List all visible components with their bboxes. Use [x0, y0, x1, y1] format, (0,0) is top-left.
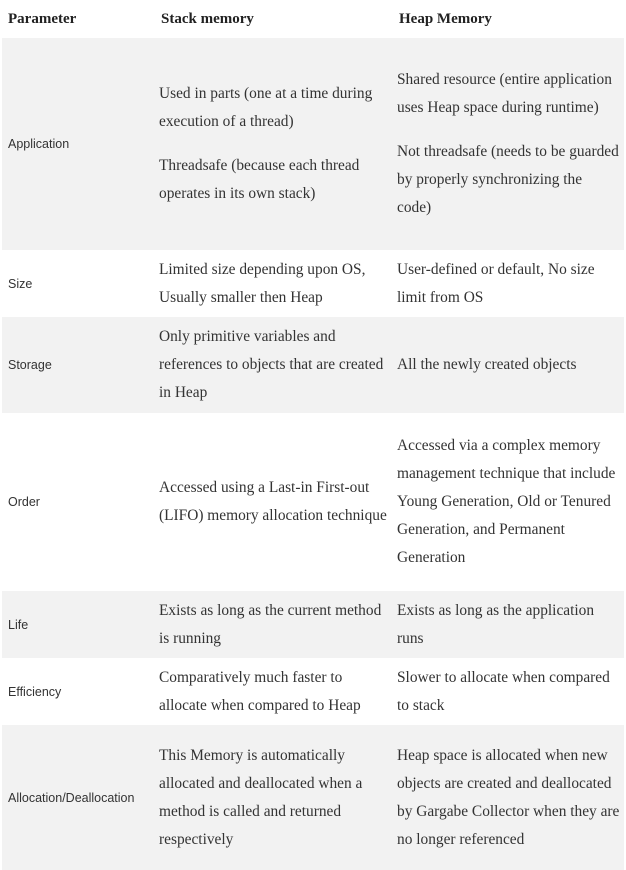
stack-cell: [155, 38, 393, 250]
heap-text: Exists as long as the application runs: [397, 601, 595, 647]
heap-text: Shared resource (entire application uses Heap space during runtime): [397, 71, 612, 116]
stack-text: Exists as long as the current method is running: [159, 601, 382, 647]
param-cell: Allocation/Deallocation: [2, 725, 155, 870]
header-stack-memory: Stack memory: [155, 0, 393, 38]
comparison-table: [2, 0, 624, 870]
header-row: [2, 0, 624, 38]
header-heap-memory: Heap Memory: [393, 0, 624, 38]
heap-text: User-defined or default, No size limit from OS: [397, 260, 595, 306]
heap-cell: [393, 413, 624, 591]
stack-cell: [155, 317, 393, 413]
stack-text: Only primitive variables and references to objects that are created in Heap: [159, 328, 384, 401]
stack-text: This Memory is automatically allocated and deallocated when a method is called and returned respectively: [159, 746, 363, 848]
stack-cell: [155, 725, 393, 870]
heap-text: All the newly created objects: [397, 356, 577, 373]
heap-text: Heap space is allocated when new objects are created and deallocated by Gargabe Collector when they are no longer referenced: [397, 746, 620, 848]
table-row: [2, 317, 624, 413]
table-row: [2, 250, 624, 317]
table-row: [2, 725, 624, 870]
heap-cell: [393, 250, 624, 317]
stack-cell: [155, 591, 393, 658]
heap-cell: [393, 725, 624, 870]
table-row: [2, 38, 624, 250]
param-cell: Life: [2, 591, 155, 658]
stack-cell: [155, 250, 393, 317]
param-cell: Order: [2, 413, 155, 591]
table-row: [2, 413, 624, 591]
stack-text: Comparatively much faster to allocate when compared to Heap: [159, 668, 361, 714]
heap-text: Slower to allocate when compared to stack: [397, 668, 610, 714]
heap-cell: [393, 38, 624, 250]
heap-cell: [393, 591, 624, 658]
stack-text: Used in parts (one at a time during execution of a thread): [159, 85, 373, 130]
stack-text: Limited size depending upon OS, Usually smaller then Heap: [159, 260, 366, 306]
heap-text: Not threadsafe (needs to be guarded by properly synchronizing the code): [397, 143, 619, 216]
stack-text: Accessed using a Last-in First-out (LIFO) memory allocation technique: [159, 479, 387, 524]
param-cell: Size: [2, 250, 155, 317]
stack-cell: [155, 658, 393, 725]
table-row: [2, 658, 624, 725]
stack-text: Threadsafe (because each thread operates in its own stack): [159, 157, 360, 202]
stack-cell: [155, 413, 393, 591]
heap-text: Accessed via a complex memory management technique that include Young Generation, Old or Tenured Generation, and Permanent Generation: [397, 437, 616, 566]
heap-cell: [393, 658, 624, 725]
param-cell: Efficiency: [2, 658, 155, 725]
heap-cell: [393, 317, 624, 413]
param-cell: Application: [2, 38, 155, 250]
param-cell: Storage: [2, 317, 155, 413]
table-row: [2, 591, 624, 658]
header-parameter: Parameter: [2, 0, 155, 38]
